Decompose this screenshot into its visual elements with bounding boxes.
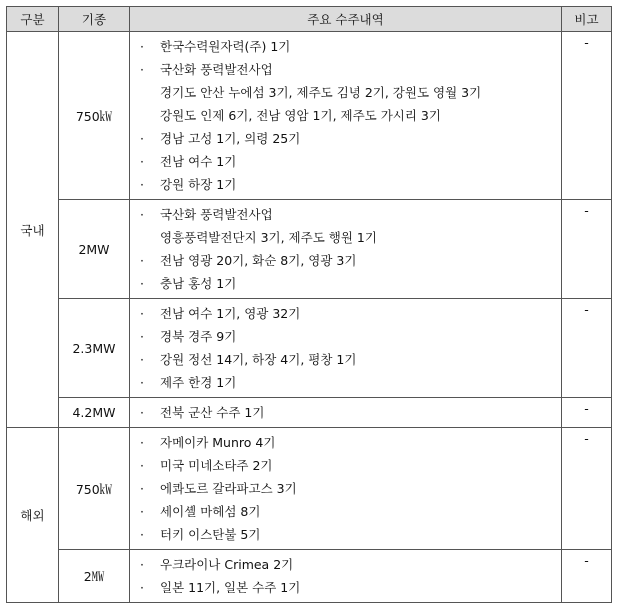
detail-line (140, 348, 561, 371)
model-cell: 2㎿ (59, 550, 130, 603)
detail-line (140, 371, 561, 394)
detail-line (140, 431, 561, 454)
detail-line (140, 35, 561, 58)
detail-text: 전남 여수 1기, 영광 32기 (160, 306, 301, 321)
table-row (7, 299, 612, 398)
detail-text: 전남 영광 20기, 화순 8기, 영광 3기 (160, 253, 357, 268)
details-cell (130, 200, 562, 299)
detail-line (140, 500, 561, 523)
detail-text: 충남 홍성 1기 (160, 276, 237, 291)
bullet-glyph: · (140, 253, 144, 268)
bullet-glyph: · (140, 527, 144, 542)
table-row (7, 550, 612, 603)
detail-text: 경기도 안산 누에섬 3기, 제주도 김녕 2기, 강원도 영월 3기 (160, 85, 482, 100)
detail-text: 경남 고성 1기, 의령 25기 (160, 131, 301, 146)
detail-text: 영흥풍력발전단지 3기, 제주도 행원 1기 (160, 230, 377, 245)
model-cell: 750㎾ (59, 428, 130, 550)
bullet-glyph: · (140, 177, 144, 192)
bullet-glyph: · (140, 39, 144, 54)
note-cell: - (562, 428, 612, 550)
note-cell: - (562, 299, 612, 398)
detail-text: 강원 정선 14기, 하장 4기, 평창 1기 (160, 352, 357, 367)
division-cell: 해외 (7, 428, 59, 603)
bullet-glyph: · (140, 154, 144, 169)
bullet-glyph: · (140, 329, 144, 344)
detail-line (140, 454, 561, 477)
detail-text: 세이셸 마헤섬 8기 (160, 504, 261, 519)
detail-text: 국산화 풍력발전사업 (160, 62, 273, 77)
bullet-glyph: · (140, 405, 144, 420)
detail-text: 강원 하장 1기 (160, 177, 237, 192)
detail-line (140, 173, 561, 196)
detail-line (140, 127, 561, 150)
detail-line (140, 325, 561, 348)
detail-text: 제주 한경 1기 (160, 375, 237, 390)
details-cell (130, 550, 562, 603)
detail-line (140, 81, 561, 104)
table-row (7, 32, 612, 200)
detail-text: 강원도 인제 6기, 전남 영암 1기, 제주도 가시리 3기 (160, 108, 441, 123)
header-note: 비고 (562, 7, 612, 32)
header-division: 구분 (7, 7, 59, 32)
detail-line (140, 150, 561, 173)
model-cell: 2.3MW (59, 299, 130, 398)
details-cell (130, 299, 562, 398)
detail-line (140, 249, 561, 272)
division-cell: 국내 (7, 32, 59, 428)
details-cell (130, 32, 562, 200)
bullet-glyph: · (140, 458, 144, 473)
detail-text: 미국 미네소타주 2기 (160, 458, 273, 473)
header-details: 주요 수주내역 (130, 7, 562, 32)
detail-line (140, 553, 561, 576)
detail-line (140, 302, 561, 325)
bullet-glyph: · (140, 435, 144, 450)
detail-text: 한국수력원자력(주) 1기 (160, 39, 291, 54)
detail-text: 터키 이스탄불 5기 (160, 527, 261, 542)
detail-line (140, 477, 561, 500)
detail-text: 국산화 풍력발전사업 (160, 207, 273, 222)
detail-text: 전남 여수 1기 (160, 154, 237, 169)
model-cell: 4.2MW (59, 398, 130, 428)
bullet-glyph: · (140, 352, 144, 367)
bullet-glyph: · (140, 580, 144, 595)
table-row (7, 428, 612, 550)
detail-line (140, 401, 561, 424)
bullet-glyph: · (140, 131, 144, 146)
table-row (7, 200, 612, 299)
detail-line (140, 58, 561, 81)
detail-line (140, 226, 561, 249)
bullet-glyph: · (140, 481, 144, 496)
model-cell: 750㎾ (59, 32, 130, 200)
detail-text: 경북 경주 9기 (160, 329, 237, 344)
detail-text: 일본 11기, 일본 수주 1기 (160, 580, 301, 595)
bullet-glyph: · (140, 557, 144, 572)
orders-table (6, 6, 612, 603)
detail-text: 우크라이나 Crimea 2기 (160, 557, 294, 572)
detail-line (140, 203, 561, 226)
bullet-glyph: · (140, 276, 144, 291)
detail-text: 전북 군산 수주 1기 (160, 405, 265, 420)
detail-line (140, 576, 561, 599)
note-cell: - (562, 398, 612, 428)
bullet-glyph: · (140, 207, 144, 222)
bullet-glyph: · (140, 504, 144, 519)
note-cell: - (562, 200, 612, 299)
detail-line (140, 272, 561, 295)
model-cell: 2MW (59, 200, 130, 299)
header-row (7, 7, 612, 32)
table-body (7, 32, 612, 603)
table-row (7, 398, 612, 428)
details-cell (130, 398, 562, 428)
details-cell (130, 428, 562, 550)
header-model: 기종 (59, 7, 130, 32)
bullet-glyph: · (140, 375, 144, 390)
detail-line (140, 523, 561, 546)
detail-text: 에콰도르 갈라파고스 3기 (160, 481, 297, 496)
note-cell: - (562, 32, 612, 200)
detail-text: 자메이카 Munro 4기 (160, 435, 276, 450)
bullet-glyph: · (140, 62, 144, 77)
note-cell: - (562, 550, 612, 603)
bullet-glyph: · (140, 306, 144, 321)
detail-line (140, 104, 561, 127)
